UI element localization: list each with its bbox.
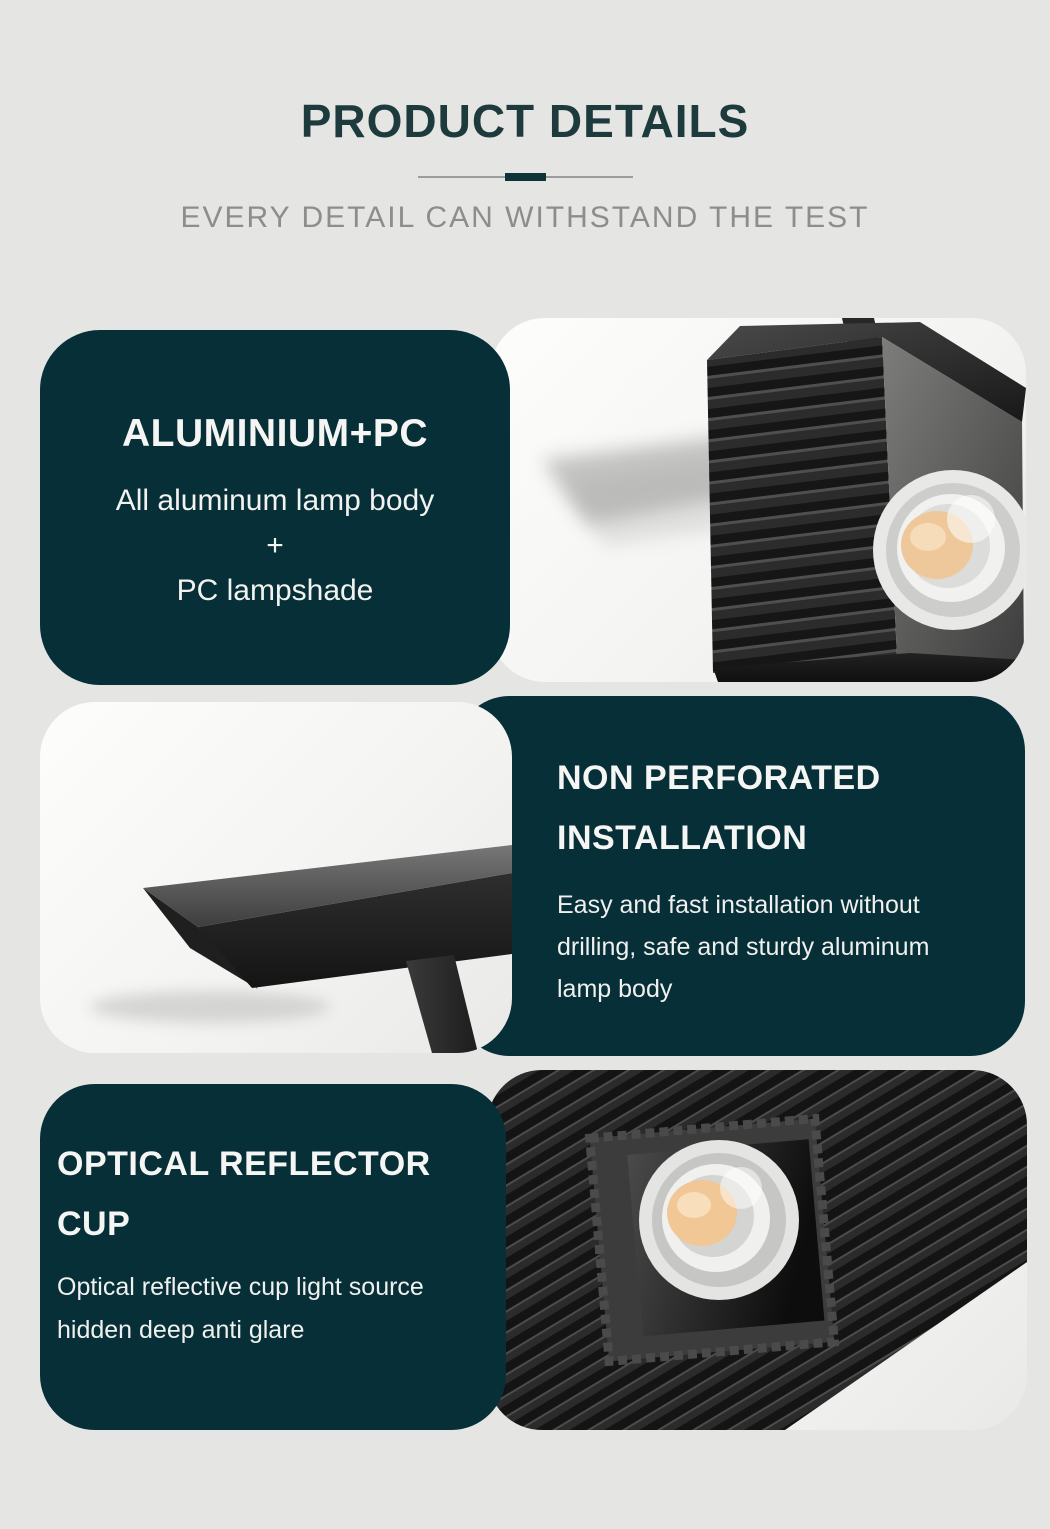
page-title: PRODUCT DETAILS xyxy=(300,95,750,147)
feature-card-installation xyxy=(455,696,1025,1056)
feature-body xyxy=(57,1266,506,1352)
lamp-ribbed-face xyxy=(707,337,897,673)
feature-heading-line: NON PERFORATED xyxy=(557,759,881,797)
feature-heading-line: OPTICAL REFLECTOR xyxy=(57,1145,431,1183)
feature-card-aluminium-pc xyxy=(40,330,510,685)
product-photo-mounting-bar xyxy=(40,702,512,1053)
feature-body xyxy=(557,884,1025,1010)
title-divider-accent xyxy=(505,173,546,181)
feature-body-line: PC lampshade xyxy=(176,574,374,607)
feature-body-line: + xyxy=(266,529,284,562)
feature-body-line: All aluminum lamp body xyxy=(115,484,435,517)
lamp-lens xyxy=(873,470,1026,630)
feature-heading xyxy=(557,748,1025,868)
bar-leg xyxy=(406,955,478,1053)
feature-card-reflector-cup xyxy=(40,1084,506,1430)
feature-heading-line: CUP xyxy=(57,1205,131,1243)
product-photo-reflector-cup xyxy=(487,1070,1027,1430)
reflector-cup-illustration xyxy=(487,1070,1027,1430)
feature-body-line: drilling, safe and sturdy aluminum xyxy=(557,933,930,961)
title-divider xyxy=(418,176,633,178)
feature-heading-line: INSTALLATION xyxy=(557,819,808,857)
feature-body-line: Optical reflective cup light source xyxy=(57,1273,424,1301)
angled-lamp-illustration xyxy=(490,318,1026,682)
product-photo-angled-lamp xyxy=(490,318,1026,682)
feature-heading xyxy=(57,1134,506,1254)
feature-body-line: lamp body xyxy=(557,975,673,1003)
bar-shadow xyxy=(90,991,330,1023)
mounting-bar-illustration xyxy=(40,702,512,1053)
reflector-cup-lens xyxy=(639,1140,799,1300)
feature-heading: ALUMINIUM+PC xyxy=(121,412,429,455)
page-subtitle: EVERY DETAIL CAN WITHSTAND THE TEST xyxy=(180,201,870,234)
feature-body xyxy=(116,478,434,613)
feature-body-line: hidden deep anti glare xyxy=(57,1316,305,1344)
feature-body-line: Easy and fast installation without xyxy=(557,891,920,919)
